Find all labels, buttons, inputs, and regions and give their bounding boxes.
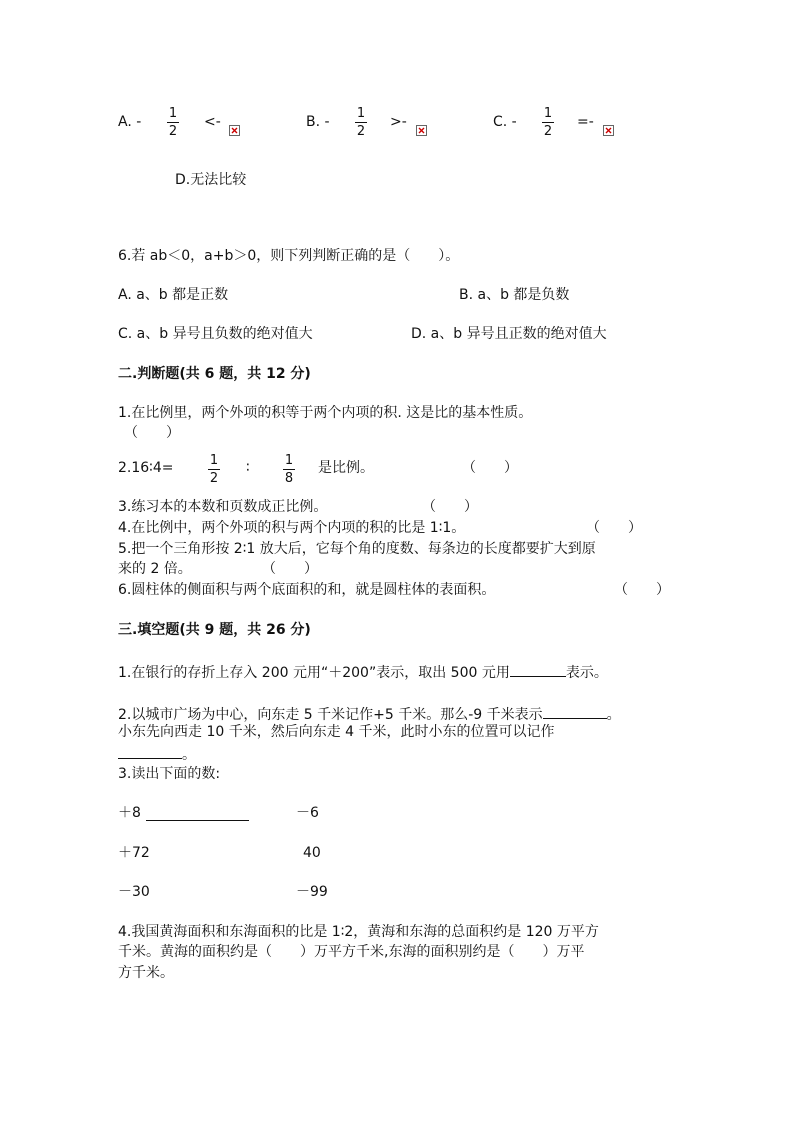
fill-q1 — [118, 660, 608, 683]
judge-q2-fraction-1 — [207, 453, 221, 486]
fill-q2-line2: 小东先向西走 10 千米，然后向东走 4 千米，此时小东的位置可以记作 — [118, 724, 555, 740]
judge-q6: 6.圆柱体的侧面积与两个底面积的和，就是圆柱体的表面积。 — [118, 582, 496, 598]
fill-q4-line3: 方千米。 — [118, 965, 174, 981]
judge-q2-suffix: 是比例。 — [318, 460, 374, 476]
broken-image-icon — [603, 125, 614, 136]
fraction-numerator: 1 — [209, 453, 219, 468]
fill-q2-suffix: 。 — [606, 707, 621, 723]
fraction-denominator: 2 — [543, 124, 553, 139]
number-1-answer-line[interactable] — [146, 820, 249, 821]
judge-q6-paren: （ ） — [614, 582, 670, 598]
judge-q1-line1: 1.在比例里，两个外项的积等于两个内项的积. 这是比的基本性质。 — [118, 405, 533, 421]
fill-q4-line2: 千米。黄海的面积约是（ ）万平方千米,东海的面积别约是（ ）万平 — [118, 944, 585, 960]
judge-q2-fraction-2 — [282, 453, 296, 486]
fraction-denominator: 8 — [284, 471, 294, 486]
judge-q3: 3.练习本的本数和页数成正比例。 — [118, 499, 328, 515]
section-2-title: 二.判断题(共 6 题，共 12 分) — [118, 366, 311, 382]
number-2: －6 — [296, 805, 319, 821]
fill-q4-line1: 4.我国黄海面积和东海面积的比是 1∶2，黄海和东海的总面积约是 120 万平方 — [118, 924, 599, 940]
fill-q2-text: 2.以城市广场为中心，向东走 5 千米记作+5 千米。那么-9 千米表示 — [118, 707, 543, 723]
number-6: －99 — [296, 884, 328, 900]
fill-blank[interactable] — [510, 660, 566, 677]
judge-q2-paren: （ ） — [462, 460, 518, 476]
option-c-prefix: C. - — [493, 114, 517, 130]
judge-q5-line2: 来的 2 倍。 — [118, 561, 192, 577]
fill-blank[interactable] — [118, 742, 182, 759]
option-c-operator: =- — [577, 114, 594, 130]
option-a-prefix: A. - — [118, 114, 142, 130]
fraction-numerator: 1 — [284, 453, 294, 468]
broken-image-icon — [416, 125, 427, 136]
option-b-fraction — [354, 106, 368, 139]
option-c-fraction — [541, 106, 555, 139]
fill-q1-text: 1.在银行的存折上存入 200 元用“＋200”表示，取出 500 元用 — [118, 665, 510, 681]
fill-q2-line3 — [118, 742, 196, 765]
judge-q1-paren: （ ） — [124, 425, 180, 441]
option-d: D.无法比较 — [175, 172, 247, 188]
section-3-title: 三.填空题(共 9 题，共 26 分) — [118, 622, 311, 638]
question-6-option-d: D. a、b 异号且正数的绝对值大 — [411, 326, 607, 342]
option-a-operator: <- — [204, 114, 221, 130]
judge-q3-paren: （ ） — [422, 499, 478, 515]
fraction-numerator: 1 — [356, 106, 366, 121]
question-6-option-b: B. a、b 都是负数 — [459, 287, 570, 303]
fraction-numerator: 1 — [543, 106, 553, 121]
number-3: ＋72 — [118, 845, 150, 861]
option-b-operator: >- — [390, 114, 407, 130]
question-6-option-c: C. a、b 异号且负数的绝对值大 — [118, 326, 313, 342]
fill-q1-suffix: 表示。 — [565, 665, 608, 681]
fraction-denominator: 2 — [168, 124, 178, 139]
broken-image-icon — [229, 125, 240, 136]
question-6-stem: 6.若 ab＜0，a+b＞0，则下列判断正确的是（ ）。 — [118, 248, 460, 264]
fraction-denominator: 2 — [356, 124, 366, 139]
number-5: －30 — [118, 884, 150, 900]
fraction-numerator: 1 — [168, 106, 178, 121]
option-b-prefix: B. - — [306, 114, 330, 130]
fill-q3-stem: 3.读出下面的数: — [118, 766, 221, 782]
fraction-denominator: 2 — [209, 471, 219, 486]
fill-blank[interactable] — [543, 702, 607, 719]
judge-q4: 4.在比例中，两个外项的积与两个内项的积的比是 1∶1。 — [118, 520, 466, 536]
option-a-fraction — [166, 106, 180, 139]
question-6-option-a: A. a、b 都是正数 — [118, 287, 229, 303]
fill-q2-line3-suffix: 。 — [182, 747, 196, 763]
number-4: 40 — [303, 845, 321, 861]
number-1: ＋8 — [118, 805, 141, 821]
judge-q4-paren: （ ） — [586, 520, 642, 536]
judge-q2-prefix: 2.16∶4= — [118, 460, 174, 476]
judge-q5-line1: 5.把一个三角形按 2∶1 放大后，它每个角的度数、每条边的长度都要扩大到原 — [118, 541, 596, 557]
judge-q2-colon: ∶ — [246, 460, 250, 476]
judge-q5-paren: （ ） — [262, 561, 318, 577]
